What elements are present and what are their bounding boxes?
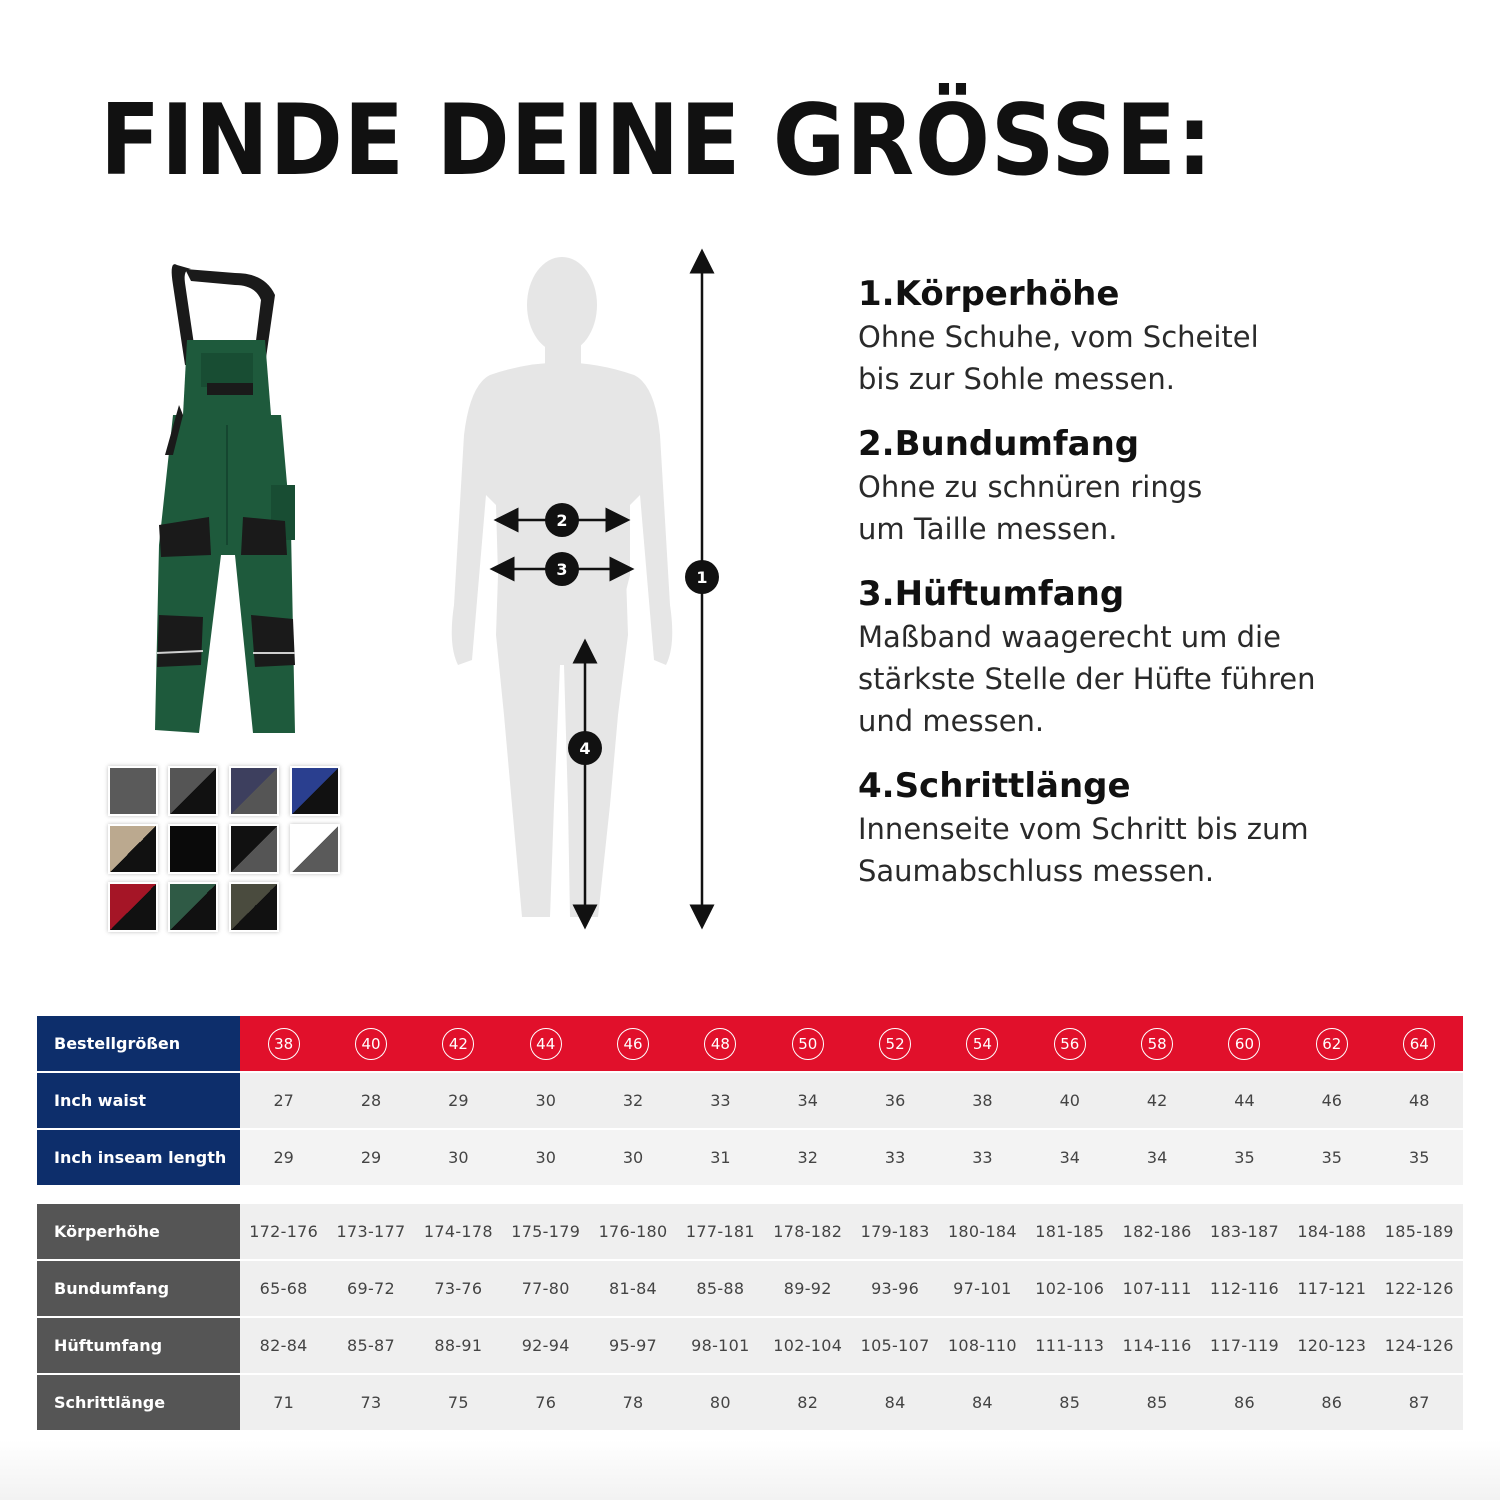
table-cell: 27: [240, 1072, 327, 1129]
table-row: [37, 1374, 1463, 1430]
order-size-cell: [1026, 1016, 1113, 1072]
table-cell: 112-116: [1201, 1260, 1288, 1317]
table-cell: 117-121: [1288, 1260, 1375, 1317]
row-label: Inch inseam length: [37, 1129, 240, 1185]
body-measurement-figure: [440, 245, 740, 935]
table-cell: 31: [677, 1129, 764, 1185]
table-cell: 114-116: [1113, 1317, 1200, 1374]
table-cell: 71: [240, 1374, 327, 1430]
size-circle: 52: [879, 1028, 911, 1060]
step-title: 2.Bundumfang: [858, 424, 1140, 464]
table-cell: 42: [1113, 1072, 1200, 1129]
step-title: 1.Körperhöhe: [858, 274, 1120, 314]
table-cell: 34: [1113, 1129, 1200, 1185]
table-cell: 185-189: [1375, 1204, 1463, 1260]
order-size-cell: [1288, 1016, 1375, 1072]
table-cell: 84: [939, 1374, 1026, 1430]
marker-1: 1: [696, 568, 708, 587]
table-cell: 85: [1113, 1374, 1200, 1430]
table-cell: 80: [677, 1374, 764, 1430]
order-size-cell: [327, 1016, 414, 1072]
table-cell: 107-111: [1113, 1260, 1200, 1317]
row-label: Bundumfang: [37, 1260, 240, 1317]
table-cell: 75: [415, 1374, 502, 1430]
order-size-cell: [1375, 1016, 1463, 1072]
color-swatch[interactable]: [290, 766, 340, 816]
table-cell: 73-76: [415, 1260, 502, 1317]
table-cell: 34: [1026, 1129, 1113, 1185]
table-cell: 184-188: [1288, 1204, 1375, 1260]
table-cell: 122-126: [1375, 1260, 1463, 1317]
table-cell: 35: [1201, 1129, 1288, 1185]
table-cell: 92-94: [502, 1317, 589, 1374]
table-cell: 86: [1201, 1374, 1288, 1430]
size-circle: 44: [530, 1028, 562, 1060]
size-circle: 64: [1403, 1028, 1435, 1060]
row-label: Schrittlänge: [37, 1374, 240, 1430]
table-cell: 89-92: [764, 1260, 851, 1317]
size-circle: 46: [617, 1028, 649, 1060]
size-circle: 48: [704, 1028, 736, 1060]
table-cell: 30: [415, 1129, 502, 1185]
order-size-cell: [677, 1016, 764, 1072]
step-text: Ohne Schuhe, vom Scheitel bis zur Sohle messen.: [858, 320, 1259, 396]
marker-2: 2: [556, 511, 568, 530]
table-cell: 95-97: [589, 1317, 676, 1374]
table-cell: 29: [415, 1072, 502, 1129]
color-swatch[interactable]: [168, 766, 218, 816]
table-cell: 124-126: [1375, 1317, 1463, 1374]
size-circle: 58: [1141, 1028, 1173, 1060]
table-cell: 65-68: [240, 1260, 327, 1317]
table-row: [37, 1317, 1463, 1374]
order-size-cell: [1113, 1016, 1200, 1072]
table-cell: 40: [1026, 1072, 1113, 1129]
table-cell: 30: [589, 1129, 676, 1185]
table-cell: 172-176: [240, 1204, 327, 1260]
table-cell: 33: [851, 1129, 938, 1185]
table-cell: 182-186: [1113, 1204, 1200, 1260]
table-cell: 35: [1375, 1129, 1463, 1185]
color-swatch[interactable]: [168, 824, 218, 874]
order-size-cell: [240, 1016, 327, 1072]
table-cell: 174-178: [415, 1204, 502, 1260]
table-cell: 33: [939, 1129, 1026, 1185]
table-cell: 179-183: [851, 1204, 938, 1260]
order-size-cell: [764, 1016, 851, 1072]
table-row: [37, 1204, 1463, 1260]
table-cell: 69-72: [327, 1260, 414, 1317]
table-cell: 34: [764, 1072, 851, 1129]
color-swatch[interactable]: [229, 824, 279, 874]
table-cell: 73: [327, 1374, 414, 1430]
step-text: Ohne zu schnüren rings um Taille messen.: [858, 470, 1203, 546]
table-cell: 177-181: [677, 1204, 764, 1260]
table-cell: 28: [327, 1072, 414, 1129]
table-cell: 120-123: [1288, 1317, 1375, 1374]
step-inseam: [858, 764, 1458, 892]
body-measurement-table: [37, 1204, 1463, 1430]
step-text: Innenseite vom Schritt bis zum Saumabschluss messen.: [858, 812, 1309, 888]
row-label: Bestellgrößen: [37, 1016, 240, 1072]
overall-product-image: [125, 255, 315, 740]
order-size-cell: [502, 1016, 589, 1072]
table-cell: 77-80: [502, 1260, 589, 1317]
table-cell: 82: [764, 1374, 851, 1430]
color-swatch[interactable]: [108, 766, 158, 816]
step-title: 3.Hüftumfang: [858, 574, 1125, 614]
table-cell: 175-179: [502, 1204, 589, 1260]
order-size-cell: [851, 1016, 938, 1072]
table-cell: 180-184: [939, 1204, 1026, 1260]
size-circle: 54: [966, 1028, 998, 1060]
table-cell: 85-87: [327, 1317, 414, 1374]
order-size-cell: [1201, 1016, 1288, 1072]
order-size-cell: [939, 1016, 1026, 1072]
size-circle: 56: [1054, 1028, 1086, 1060]
step-title: 4.Schrittlänge: [858, 766, 1131, 806]
table-cell: 176-180: [589, 1204, 676, 1260]
measurement-instructions: [858, 272, 1458, 914]
table-cell: 30: [502, 1072, 589, 1129]
table-cell: 93-96: [851, 1260, 938, 1317]
color-swatch[interactable]: [229, 882, 279, 932]
size-circle: 62: [1316, 1028, 1348, 1060]
table-cell: 111-113: [1026, 1317, 1113, 1374]
table-cell: 105-107: [851, 1317, 938, 1374]
table-cell: 29: [327, 1129, 414, 1185]
table-cell: 183-187: [1201, 1204, 1288, 1260]
table-cell: 88-91: [415, 1317, 502, 1374]
size-circle: 38: [268, 1028, 300, 1060]
table-cell: 36: [851, 1072, 938, 1129]
table-cell: 97-101: [939, 1260, 1026, 1317]
table-row: [37, 1260, 1463, 1317]
size-circle: 50: [792, 1028, 824, 1060]
table-cell: 85: [1026, 1374, 1113, 1430]
order-size-table: [37, 1016, 1463, 1185]
table-cell: 48: [1375, 1072, 1463, 1129]
table-row: [37, 1016, 1463, 1072]
order-size-cell: [589, 1016, 676, 1072]
table-cell: 108-110: [939, 1317, 1026, 1374]
table-cell: 178-182: [764, 1204, 851, 1260]
marker-3: 3: [556, 560, 568, 579]
size-circle: 60: [1228, 1028, 1260, 1060]
table-cell: 102-104: [764, 1317, 851, 1374]
table-cell: 35: [1288, 1129, 1375, 1185]
table-cell: 30: [502, 1129, 589, 1185]
table-cell: 98-101: [677, 1317, 764, 1374]
page-title: FINDE DEINE GRÖSSE:: [100, 84, 1214, 198]
table-cell: 46: [1288, 1072, 1375, 1129]
footer-fade: [0, 1440, 1500, 1500]
table-cell: 76: [502, 1374, 589, 1430]
table-cell: 29: [240, 1129, 327, 1185]
size-circle: 42: [442, 1028, 474, 1060]
color-swatch[interactable]: [290, 824, 340, 874]
table-cell: 173-177: [327, 1204, 414, 1260]
table-cell: 86: [1288, 1374, 1375, 1430]
color-swatch[interactable]: [108, 824, 158, 874]
table-cell: 102-106: [1026, 1260, 1113, 1317]
step-body-height: [858, 272, 1458, 400]
table-cell: 32: [589, 1072, 676, 1129]
color-swatch[interactable]: [168, 882, 218, 932]
table-cell: 38: [939, 1072, 1026, 1129]
table-row: [37, 1072, 1463, 1129]
table-row: [37, 1129, 1463, 1185]
step-waist: [858, 422, 1458, 550]
color-swatch[interactable]: [108, 882, 158, 932]
table-cell: 82-84: [240, 1317, 327, 1374]
table-cell: 181-185: [1026, 1204, 1113, 1260]
color-swatch[interactable]: [229, 766, 279, 816]
row-label: Körperhöhe: [37, 1204, 240, 1260]
step-text: Maßband waagerecht um die stärkste Stelle der Hüfte führen und messen.: [858, 620, 1316, 738]
table-cell: 44: [1201, 1072, 1288, 1129]
table-cell: 85-88: [677, 1260, 764, 1317]
marker-4: 4: [579, 739, 591, 758]
row-label: Inch waist: [37, 1072, 240, 1129]
table-cell: 84: [851, 1374, 938, 1430]
table-cell: 78: [589, 1374, 676, 1430]
order-size-cell: [415, 1016, 502, 1072]
table-cell: 33: [677, 1072, 764, 1129]
step-hip: [858, 572, 1458, 742]
table-cell: 32: [764, 1129, 851, 1185]
row-label: Hüftumfang: [37, 1317, 240, 1374]
table-cell: 87: [1375, 1374, 1463, 1430]
table-cell: 117-119: [1201, 1317, 1288, 1374]
size-circle: 40: [355, 1028, 387, 1060]
table-cell: 81-84: [589, 1260, 676, 1317]
